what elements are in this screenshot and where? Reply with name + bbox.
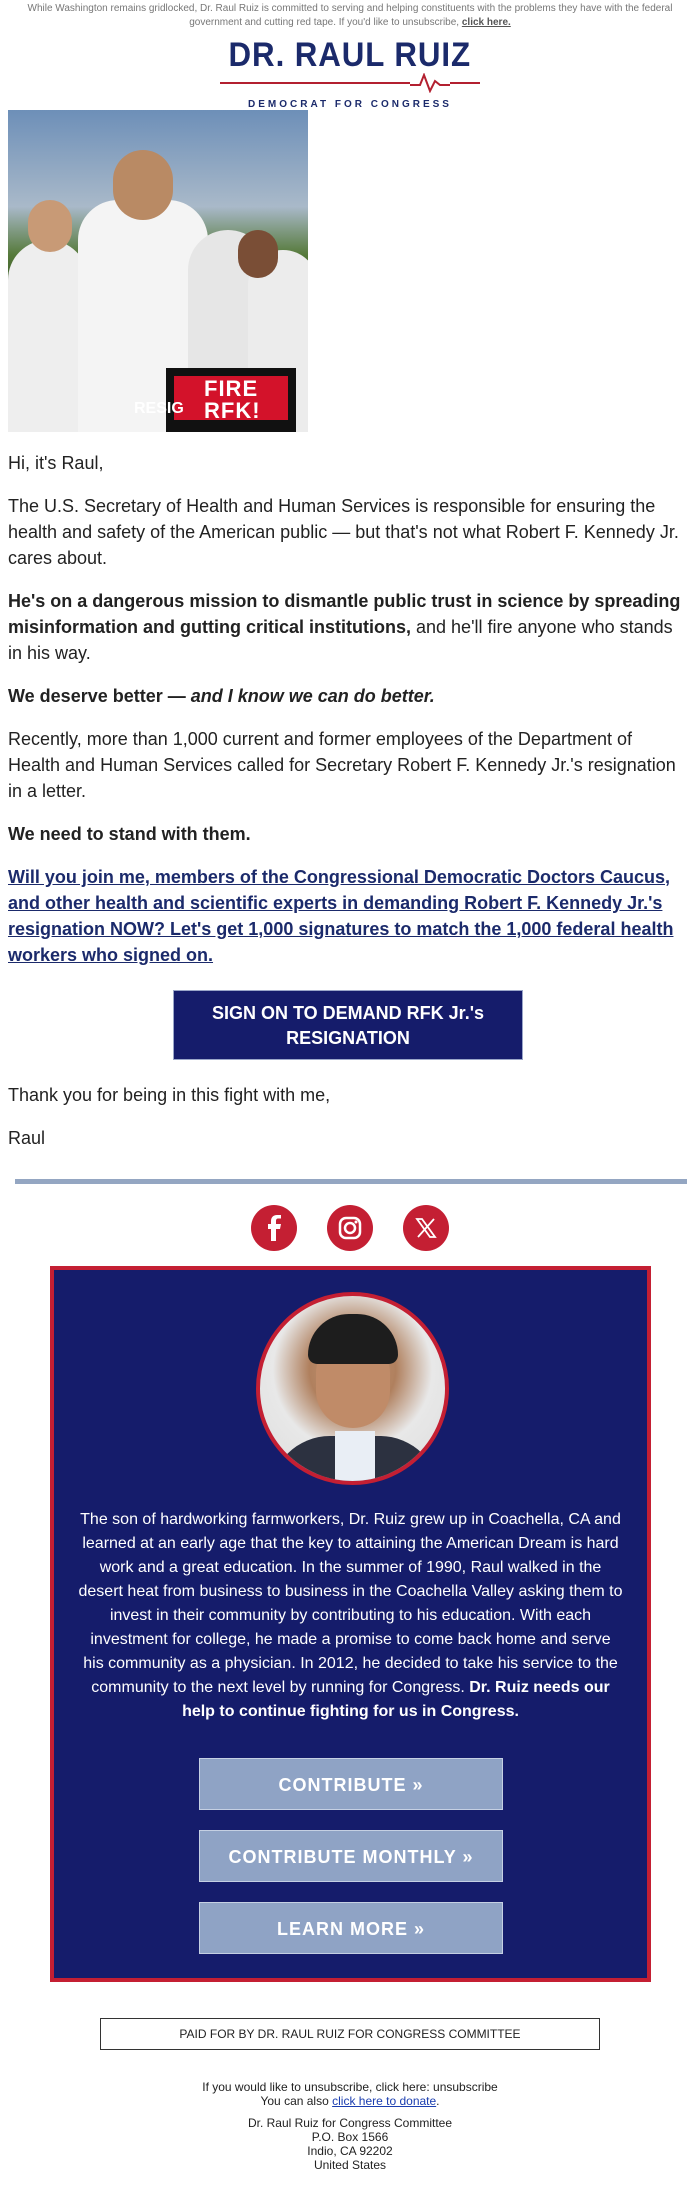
paragraph-3-italic: and I know we can do better. — [190, 686, 435, 706]
contribute-monthly-button[interactable]: CONTRIBUTE MONTHLY » — [199, 1830, 503, 1882]
contribute-button[interactable]: CONTRIBUTE » — [199, 1758, 503, 1810]
address-line-4: United States — [313, 2158, 387, 2172]
preheader — [0, 0, 700, 30]
divider — [15, 1179, 687, 1184]
learn-more-button[interactable]: LEARN MORE » — [199, 1902, 503, 1954]
campaign-logo[interactable] — [0, 36, 700, 110]
sign-line-1: FIRE — [204, 376, 259, 401]
sign-left-text: RESIG — [134, 400, 184, 417]
logo-name: DR. RAUL RUIZ — [228, 36, 472, 74]
paragraph-2-bold: He's on a dangerous mission to dismantle public trust in science by spreading misinformation and gutting critical institutions, — [8, 591, 681, 637]
paragraph-3-bold: We deserve better — — [8, 686, 191, 706]
x-icon[interactable] — [403, 1205, 449, 1251]
petition-link[interactable]: Will you join me, members of the Congressional Democratic Doctors Caucus, and other health and scientific experts in demanding Robert F. Kennedy Jr.'s resignation NOW? Let's get 1,000 signatures to match the 1,000 federal health workers who signed on. — [8, 867, 674, 965]
signature: Raul — [8, 1128, 46, 1148]
bio-section — [50, 1266, 651, 1982]
sign-petition-button[interactable]: SIGN ON TO DEMAND RFK Jr.'s RESIGNATION — [173, 990, 523, 1060]
bio-paragraph: The son of hardworking farmworkers, Dr. Ruiz grew up in Coachella, CA and learned at an early age that the key to attaining the American Dream is hard work and a great education. In the summer of 1990, Raul walked in the desert heat from business to business in the Coachella Valley asking them to invest in their community by contributing to his education. With each investment for college, he made a promise to come back home and serve his community as a physician. In 2012, he decided to take his service to the community to the next level by running for Congress. — [78, 1511, 623, 1696]
paragraph-5: We need to stand with them. — [8, 824, 251, 844]
address-line-2: P.O. Box 1566 — [311, 2130, 389, 2144]
unsubscribe-text[interactable]: If you would like to unsubscribe, click here: unsubscribe — [202, 2080, 498, 2094]
paragraph-3 — [8, 683, 688, 709]
paid-for-disclaimer: PAID FOR BY DR. RAUL RUIZ FOR CONGRESS COMMITTEE — [100, 2018, 600, 2050]
preheader-text: While Washington remains gridlocked, Dr. Raul Ruiz is committed to serving and helping constituents with the problems they have with the federal government and cutting red tape. If you'd like to unsubscribe, — [27, 3, 673, 28]
donate-line: You can also click here to donate. — [260, 2094, 440, 2108]
instagram-icon[interactable] — [327, 1205, 373, 1251]
mailing-address — [0, 2116, 700, 2172]
paragraph-4: Recently, more than 1,000 current and former employees of the Department of Health and Human Services called for Secretary Robert F. Kennedy Jr.'s resignation in a letter. — [8, 729, 676, 801]
candidate-portrait — [256, 1292, 449, 1485]
facebook-icon[interactable] — [251, 1205, 297, 1251]
logo-heartbeat-line — [0, 73, 700, 93]
hero-photo[interactable] — [8, 110, 308, 432]
address-line-1: Dr. Raul Ruiz for Congress Committee — [247, 2116, 453, 2130]
bio-text — [78, 1508, 623, 1724]
social-links — [0, 1205, 700, 1251]
paragraph-2 — [8, 588, 688, 666]
bio-paragraph-bold: Dr. Ruiz needs our help to continue fighting for us in Congress. — [182, 1679, 610, 1720]
fire-rfk-sign — [166, 368, 296, 432]
greeting: Hi, it's Raul, — [8, 453, 104, 473]
donate-link[interactable]: click here to donate — [332, 2094, 437, 2108]
email-body — [8, 450, 688, 1168]
sign-line-2: RFK! — [204, 398, 261, 423]
logo-subtitle: DEMOCRAT FOR CONGRESS — [248, 99, 452, 110]
paragraph-1: The U.S. Secretary of Health and Human Services is responsible for ensuring the health and safety of the American public — but that's not what Robert F. Kennedy Jr. cares about. — [8, 496, 679, 568]
paragraph-2-rest: and he'll fire anyone who stands in his way. — [8, 617, 673, 663]
preheader-unsubscribe-link[interactable]: click here. — [461, 17, 511, 28]
closing: Thank you for being in this fight with me, — [8, 1085, 331, 1105]
address-line-3: Indio, CA 92202 — [307, 2144, 393, 2158]
footer — [0, 2080, 700, 2172]
